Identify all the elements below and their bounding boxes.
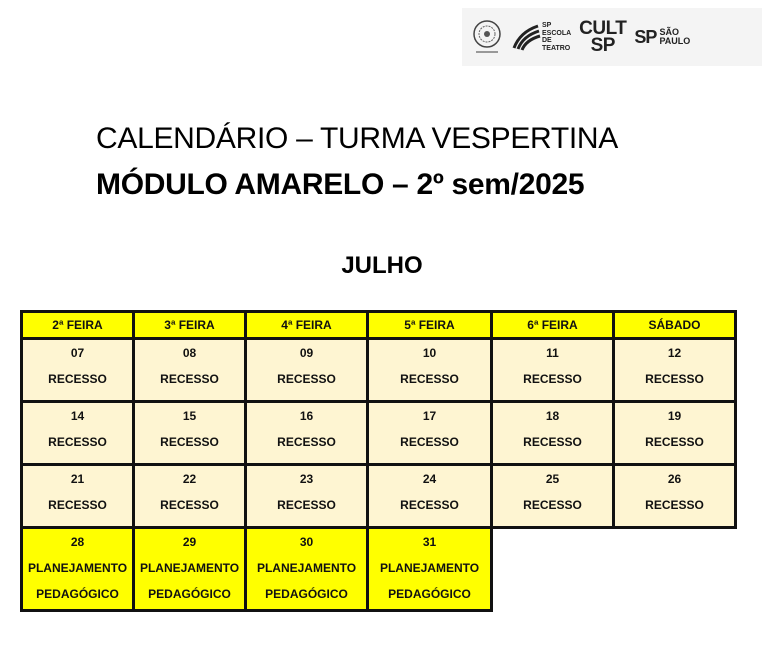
day-number: 16 [299, 409, 314, 423]
day-event: RECESSO [645, 435, 704, 449]
day-event: RECESSO [523, 498, 582, 512]
calendar-day-cell [368, 465, 492, 528]
day-number: 10 [422, 346, 437, 360]
calendar-day-cell [246, 465, 368, 528]
escola-logo-line: TEATRO [542, 44, 571, 52]
calendar-day-cell [22, 528, 134, 611]
day-number: 24 [422, 472, 437, 486]
day-event: RECESSO [48, 498, 107, 512]
weekday-header: SÁBADO [614, 312, 736, 339]
calendar-week-row [22, 339, 736, 402]
calendar-day-cell [246, 339, 368, 402]
calendar-day-cell [492, 402, 614, 465]
day-event: RECESSO [523, 372, 582, 386]
escola-de-teatro-logo [512, 22, 571, 52]
day-event: RECESSO [523, 435, 582, 449]
day-event: RECESSO [48, 435, 107, 449]
calendar-day-cell [368, 528, 492, 611]
day-event: RECESSO [48, 372, 107, 386]
day-number: 30 [299, 535, 314, 549]
day-number: 23 [299, 472, 314, 486]
calendar-day-cell [368, 402, 492, 465]
escola-logo-line: DE [542, 37, 552, 44]
calendar-day-cell [134, 465, 246, 528]
day-event: RECESSO [400, 372, 459, 386]
calendar-day-cell [134, 402, 246, 465]
calendar-week-row [22, 528, 736, 611]
day-number: 18 [545, 409, 560, 423]
calendar-day-cell [246, 402, 368, 465]
day-event: PLANEJAMENTO [27, 561, 128, 575]
day-number: 17 [422, 409, 437, 423]
calendar-day-cell [614, 339, 736, 402]
day-number: 12 [667, 346, 682, 360]
day-event: PEDAGÓGICO [148, 587, 231, 601]
weekday-header: 4ª FEIRA [246, 312, 368, 339]
day-number: 25 [545, 472, 560, 486]
day-number: 15 [182, 409, 197, 423]
cult-logo-line: SP [590, 35, 615, 56]
sao-paulo-logo [634, 27, 690, 48]
day-event: RECESSO [277, 372, 336, 386]
day-event: PLANEJAMENTO [256, 561, 357, 575]
sp-badge: SP [634, 26, 657, 47]
empty-cell [614, 528, 736, 611]
empty-cell [492, 528, 614, 611]
seal-logo [470, 17, 504, 57]
day-event: PEDAGÓGICO [265, 587, 348, 601]
logo-bar [462, 8, 762, 66]
day-number: 26 [667, 472, 682, 486]
day-number: 21 [70, 472, 85, 486]
day-number: 29 [182, 535, 197, 549]
day-number: 31 [422, 535, 437, 549]
calendar-day-cell [22, 339, 134, 402]
calendar-day-cell [614, 402, 736, 465]
calendar-day-cell [492, 465, 614, 528]
calendar-week-row [22, 465, 736, 528]
day-number: 09 [299, 346, 314, 360]
day-event: PLANEJAMENTO [379, 561, 480, 575]
calendar-day-cell [368, 339, 492, 402]
calendar-week-row [22, 402, 736, 465]
calendar-header-row [22, 312, 736, 339]
page-title: CALENDÁRIO – TURMA VESPERTINA [96, 122, 618, 155]
weekday-header: 6ª FEIRA [492, 312, 614, 339]
month-title: JULHO [341, 252, 423, 279]
day-number: 11 [546, 346, 559, 360]
day-number: 28 [70, 535, 85, 549]
day-event: PEDAGÓGICO [388, 587, 471, 601]
sp-logo-line: SÃO [659, 27, 679, 37]
cult-logo-line: CULT [579, 18, 627, 39]
page-subtitle: MÓDULO AMARELO – 2º sem/2025 [96, 168, 585, 201]
day-event: RECESSO [160, 498, 219, 512]
calendar-day-cell [246, 528, 368, 611]
day-event: RECESSO [160, 435, 219, 449]
day-number: 22 [182, 472, 197, 486]
day-number: 14 [70, 409, 85, 423]
calendar-day-cell [492, 339, 614, 402]
day-event: RECESSO [645, 372, 704, 386]
calendar-day-cell [134, 339, 246, 402]
day-event: RECESSO [400, 435, 459, 449]
sp-logo-line: PAULO [659, 36, 691, 46]
calendar-day-cell [614, 465, 736, 528]
day-number: 08 [182, 346, 197, 360]
day-event: PLANEJAMENTO [139, 561, 240, 575]
day-event: RECESSO [400, 498, 459, 512]
day-event: RECESSO [160, 372, 219, 386]
weekday-header: 5ª FEIRA [368, 312, 492, 339]
weekday-header: 2ª FEIRA [22, 312, 134, 339]
calendar-table [20, 310, 737, 612]
escola-logo-line: SP [542, 22, 552, 29]
calendar-day-cell [22, 402, 134, 465]
weekday-header: 3ª FEIRA [134, 312, 246, 339]
calendar-day-cell [22, 465, 134, 528]
calendar-day-cell [134, 528, 246, 611]
escola-logo-line: ESCOLA [542, 29, 572, 37]
day-event: RECESSO [277, 498, 336, 512]
day-event: RECESSO [645, 498, 704, 512]
day-number: 07 [70, 346, 85, 360]
day-number: 19 [667, 409, 682, 423]
cult-sp-logo [579, 20, 626, 54]
day-event: PEDAGÓGICO [36, 587, 119, 601]
day-event: RECESSO [277, 435, 336, 449]
